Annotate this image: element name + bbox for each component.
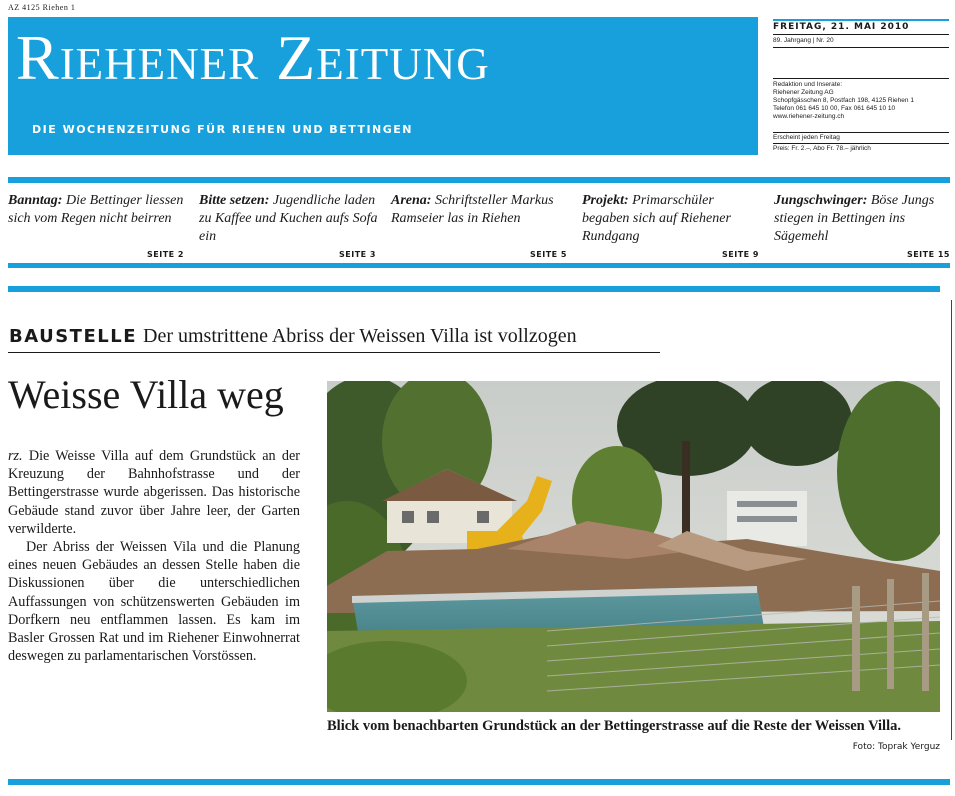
photo-credit: Foto: Toprak Yerguz — [852, 742, 940, 752]
info-rule — [773, 34, 949, 35]
demolition-site-photo — [327, 381, 940, 712]
info-rule — [773, 78, 949, 79]
issue-schedule: Erscheint jeden Freitag — [773, 134, 840, 141]
column-rule — [951, 300, 952, 740]
newspaper-title: Riehener Zeitung — [16, 22, 490, 93]
article-top-bar — [8, 286, 940, 292]
article-body — [8, 447, 300, 665]
teaser-1-page: SEITE 2 — [147, 250, 184, 259]
teaser-3-page: SEITE 5 — [530, 250, 567, 259]
kicker-subtitle: Der umstrittene Abriss der Weissen Villa ist vollzogen — [143, 325, 577, 347]
publisher-line: Telefon 061 645 10 00, Fax 061 645 10 10 — [773, 105, 896, 112]
article-kicker — [9, 325, 577, 348]
postal-line: AZ 4125 Riehen 1 — [8, 3, 76, 12]
article-headline: Weisse Villa weg — [8, 372, 284, 417]
info-rule — [773, 143, 949, 144]
teaser-4-page: SEITE 9 — [722, 250, 759, 259]
publisher-line: Redaktion und Inserate: — [773, 81, 843, 88]
teaser-2-page: SEITE 3 — [339, 250, 376, 259]
info-rule — [773, 132, 949, 133]
issue-price: Preis: Fr. 2.–, Abo Fr. 78.– jährlich — [773, 145, 871, 152]
article-paragraph-1: rz. Die Weisse Villa auf dem Grundstück an der Kreuzung der Bahnhofstrasse und der Bettingerstrasse wurde abgerissen. Das historische Gebäude stand zuvor über Jahre leer, der Garten verwilderte. — [8, 448, 300, 537]
teaser-top-bar — [8, 177, 950, 183]
publisher-line: Riehener Zeitung AG — [773, 89, 834, 96]
newspaper-tagline: DIE WOCHENZEITUNG FÜR RIEHEN UND BETTINGEN — [32, 123, 414, 136]
publisher-line: Schopfgässchen 8, Postfach 198, 4125 Riehen 1 — [773, 97, 914, 104]
issue-volume: 89. Jahrgang | Nr. 20 — [773, 37, 834, 44]
article-author: rz. — [8, 448, 23, 464]
teaser-bottom-bar — [8, 263, 950, 268]
teaser-2[interactable]: Bitte setzen: Jugendliche laden zu Kaffee und Kuchen aufs Sofa ein — [199, 193, 378, 244]
article-paragraph-2: Der Abriss der Weissen Vila und die Planung eines neuen Gebäudes an dessen Stelle haben die Diskussionen über die unterschiedlichen Auffassungen von schützenswerten Gebäuden im Dorfkern neu entflammen lassen. Es kam im Basler Grossen Rat und im Riehener Einwohnerrat deswegen zu parlamentarischen Vorstössen. — [8, 539, 300, 665]
kicker-label: BAUSTELLE — [9, 326, 137, 347]
issue-date: FREITAG, 21. MAI 2010 — [773, 19, 949, 32]
photo-caption: Blick vom benachbarten Grundstück an der Bettingerstrasse auf die Reste der Weissen Villa. — [327, 718, 901, 734]
page-bottom-bar — [8, 779, 950, 785]
teaser-5[interactable]: Jungschwinger: Böse Jungs stiegen in Bettingen ins Sägemehl — [774, 193, 935, 244]
teaser-4[interactable]: Projekt: Primarschüler begaben sich auf Riehener Rundgang — [582, 193, 731, 244]
teaser-5-page: SEITE 15 — [906, 250, 950, 259]
teaser-1[interactable]: Banntag: Die Bettinger liessen sich vom Regen nicht beirren — [8, 193, 184, 226]
teaser-3[interactable]: Arena: Schriftsteller Markus Ramseier las in Riehen — [391, 193, 554, 226]
info-rule — [773, 47, 949, 48]
publisher-url[interactable]: www.riehener-zeitung.ch — [773, 113, 845, 120]
kicker-rule — [8, 352, 660, 353]
